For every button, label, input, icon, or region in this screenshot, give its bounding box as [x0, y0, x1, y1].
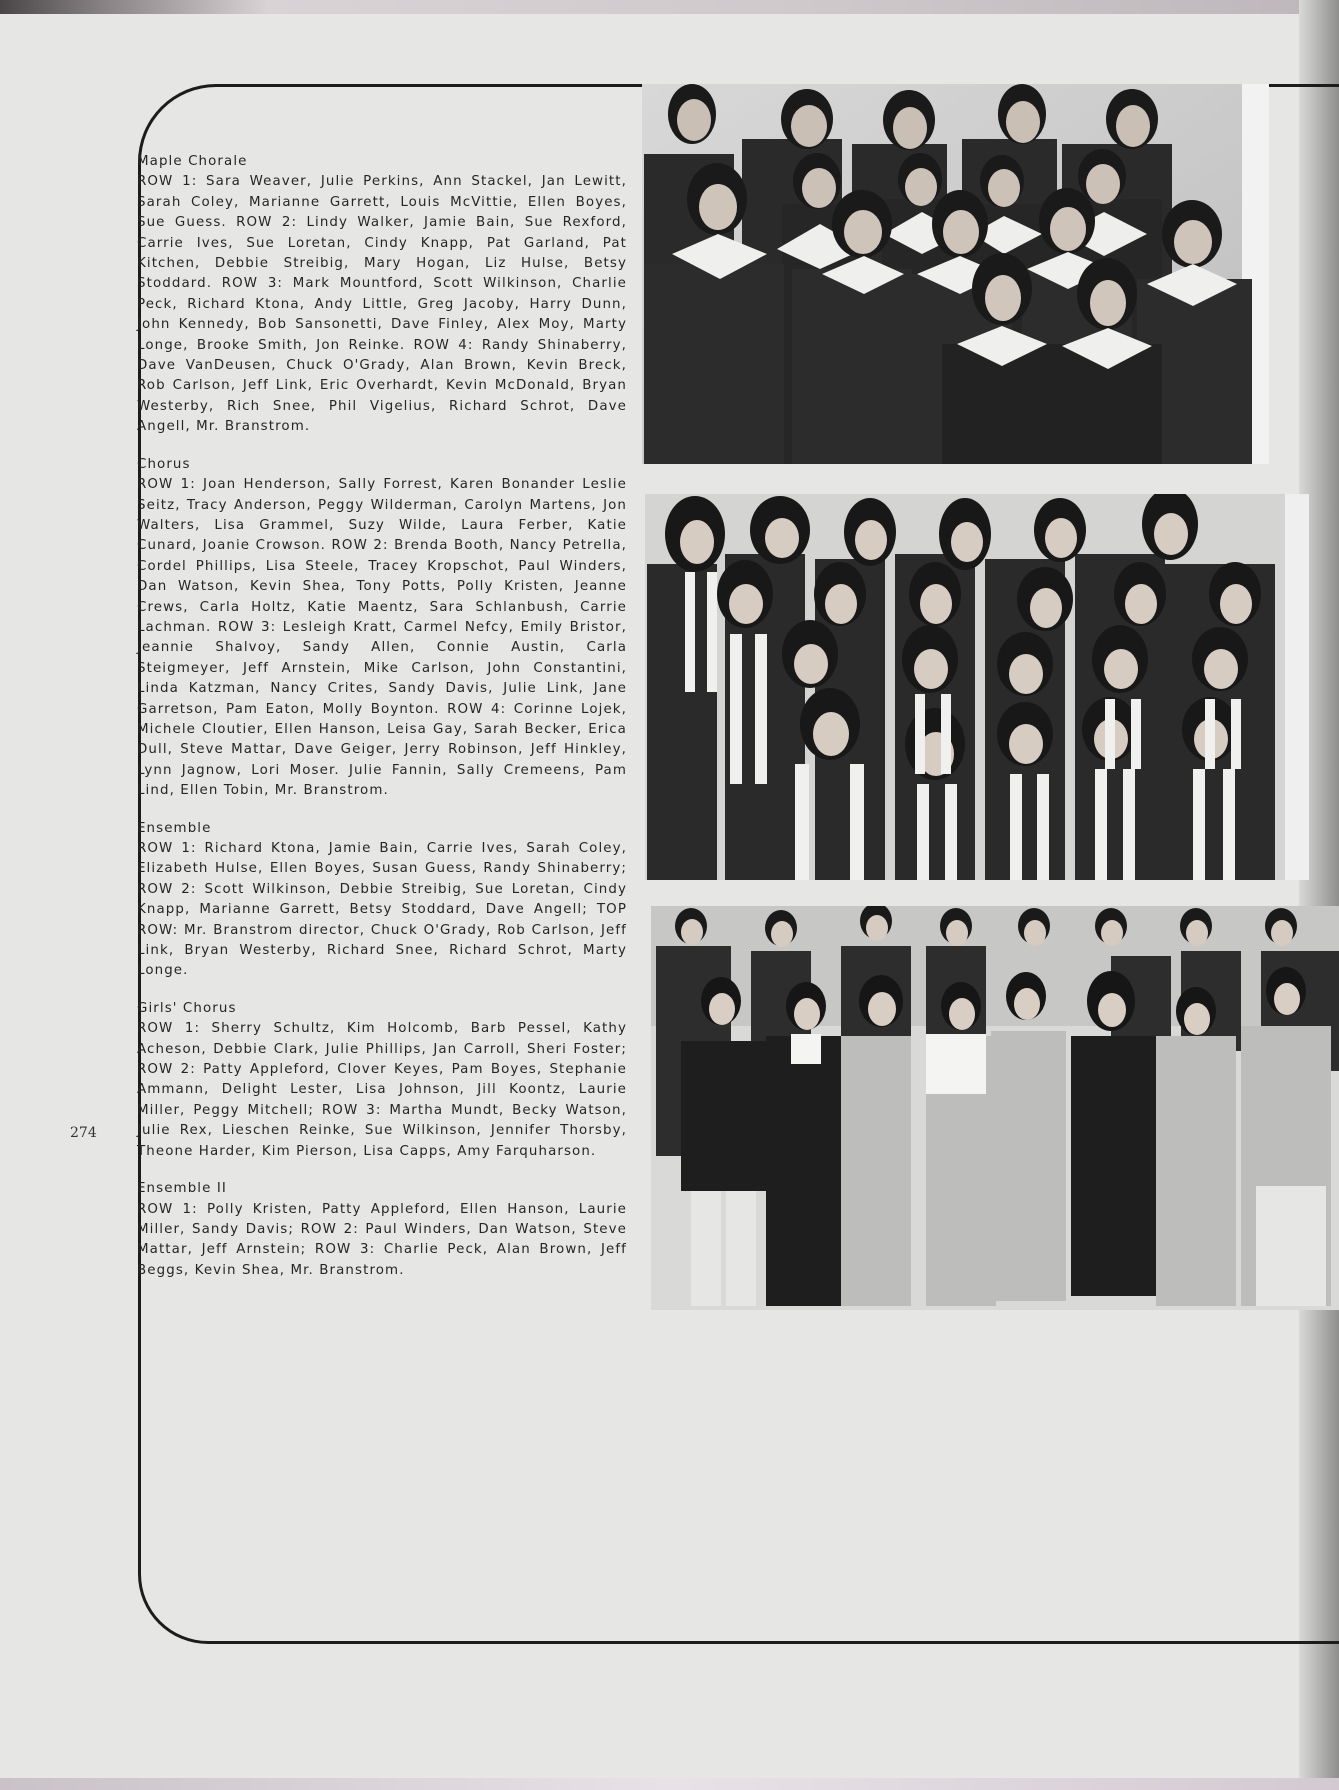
section-body: ROW 1: Richard Ktona, Jamie Bain, Carrie Ives, Sarah Coley, Elizabeth Hulse, Ellen Boyes, Susan Guess, Randy Shinaberry; ROW 2: Scott Wilkinson, Debbie Streibig, Sue Loretan, Cindy Knapp, Marianne Garrett, Betsy Stoddard, Dave Angell; TOP ROW: Mr. Branstrom director, Chuck O'Grady, Rob Carlson, Jeff Link, Bryan Westerby, Richard Snee, Richard Schrot, Marty Longe. [137, 841, 627, 979]
section-body: ROW 1: Polly Kristen, Patty Appleford, Ellen Hanson, Laurie Miller, Sandy Davis; ROW 2: Paul Winders, Dan Watson, Steve Mattar, Jeff Arnstein; ROW 3: Charlie Peck, Alan Brown, Jeff Beggs, Kevin Shea, Mr. Branstrom. [137, 1201, 627, 1278]
caption-column [137, 152, 627, 1298]
ensemble-photo-art [651, 906, 1339, 1310]
section-chorus [137, 455, 627, 802]
section-body: ROW 1: Joan Henderson, Sally Forrest, Karen Bonander Leslie Seitz, Tracy Anderson, Peggy Wilderman, Carolyn Martens, Jon Walters, Lisa Grammel, Suzy Wilde, Laura Ferber, Katie Cunard, Joanie Crowson. ROW 2: Brenda Booth, Nancy Petrella, Cordel Phillips, Lisa Steele, Tracey Kropschot, Paul Winders, Dan Watson, Kevin Shea, Tony Potts, Polly Kristen, Jeanne Crews, Carla Holtz, Katie Maentz, Sara Schlanbush, Carrie Lachman. ROW 3: Lesleigh Kratt, Carmel Nefcy, Emily Bristor, Jeannie Shalvoy, Sandy Allen, Connie Austin, Carla Steigmeyer, Jeff Arnstein, Mike Carlson, John Constantini, Linda Katzman, Nancy Crites, Sandy Davis, Julie Link, Jane Garretson, Pam Eaton, Molly Boynton. ROW 4: Corinne Lojek, Michele Cloutier, Ellen Hanson, Leisa Gay, Sarah Becker, Erica Dull, Steve Mattar, Dave Geiger, Jerry Robinson, Jeff Hinkley, Lynn Jagnow, Lori Moser. Julie Fannin, Sally Cremeens, Pam Lind, Ellen Tobin, Mr. Branstrom. [137, 477, 627, 799]
section-maple-chorale [137, 152, 627, 438]
section-title: Maple Chorale [137, 154, 248, 169]
section-title: Ensemble II [137, 1181, 227, 1197]
scan-top-edge [0, 0, 1339, 14]
section-body: ROW 1: Sherry Schultz, Kim Holcomb, Barb Pessel, Kathy Acheson, Debbie Clark, Julie Phillips, Jan Carroll, Sheri Foster; ROW 2: Patty Appleford, Clover Keyes, Pam Boyes, Stephanie Ammann, Delight Lester, Lisa Johnson, Jill Koontz, Laurie Miller, Peggy Mitchell; ROW 3: Martha Mundt, Becky Watson, Julie Rex, Lieschen Reinke, Sue Wilkinson, Jennifer Thorsby, Theone Harder, Kim Pierson, Lisa Capps, Amy Farquharson. [137, 1021, 627, 1159]
maple-chorale-photo-art [642, 84, 1269, 464]
section-ensemble-ii [137, 1179, 627, 1281]
section-title: Ensemble [137, 820, 212, 836]
scan-bottom-edge [0, 1778, 1339, 1790]
section-title: Girls' Chorus [137, 1000, 237, 1016]
maple-chorale-group-photo [642, 84, 1269, 464]
ensemble-group-photo [651, 906, 1339, 1310]
section-ensemble [137, 819, 627, 982]
chorus-group-photo [645, 494, 1309, 880]
page-number: 274 [70, 1125, 97, 1141]
chorus-photo-art [645, 494, 1309, 880]
section-body: ROW 1: Sara Weaver, Julie Perkins, Ann Stackel, Jan Lewitt, Sarah Coley, Marianne Garrett, Louis McVittie, Ellen Boyes, Sue Guess. ROW 2: Lindy Walker, Jamie Bain, Sue Rexford, Carrie Ives, Sue Loretan, Cindy Knapp, Pat Garland, Pat Kitchen, Debbie Streibig, Mary Hogan, Liz Hulse, Betsy Stoddard. ROW 3: Mark Mountford, Scott Wilkinson, Charlie Peck, Richard Ktona, Andy Little, Greg Jacoby, Harry Dunn, John Kennedy, Bob Sansonetti, Dave Finley, Alex Moy, Marty Longe, Brooke Smith, Jon Reinke. ROW 4: Randy Shinaberry, Dave VanDeusen, Chuck O'Grady, Alan Brown, Kevin Breck, Rob Carlson, Jeff Link, Eric Overhardt, Kevin McDonald, Bryan Westerby, Rich Snee, Phil Vigelius, Richard Schrot, Dave Angell, Mr. Branstrom. [137, 174, 627, 435]
section-title: Chorus [137, 456, 191, 472]
section-girls-chorus [137, 999, 627, 1162]
